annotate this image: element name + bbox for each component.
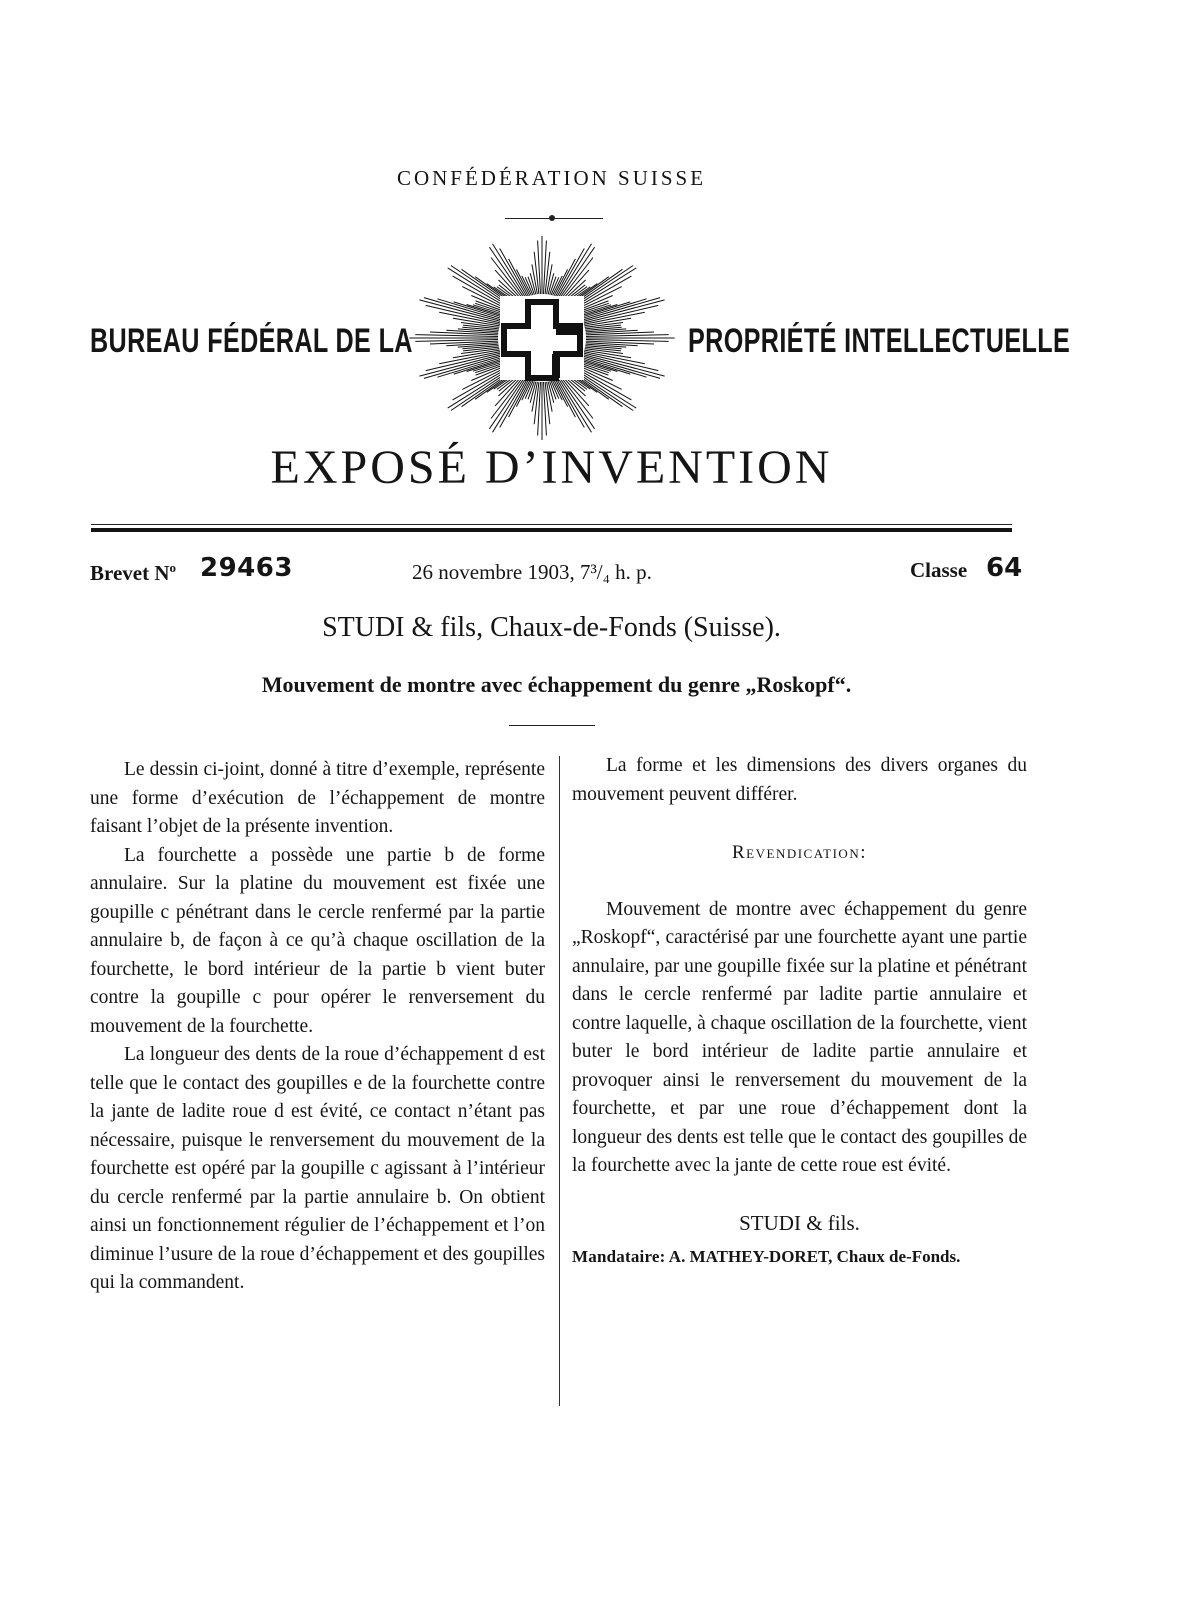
sunburst-ray <box>415 340 498 342</box>
invention-subject: Mouvement de montre avec échappement du genre „Roskopf“. <box>261 672 852 697</box>
right-column <box>572 752 1027 1272</box>
divider-dot <box>549 215 555 221</box>
filing-date: 26 novembre 1903, 7³/₄ h. p. <box>412 560 652 584</box>
column-divider <box>559 756 560 1406</box>
left-column <box>90 756 545 1298</box>
brevet-label: Brevet $N^o$ <box>90 560 176 585</box>
paragraph: La forme et les dimensions des divers organes du mouvement peuvent différer. <box>572 755 1027 805</box>
sunburst-ray <box>561 378 593 419</box>
paragraph: Le dessin ci-joint, donné à titre d’exemple, représente une forme d’exécution de l’échappement de montre faisant l’objet de la présente invention. <box>90 759 545 837</box>
sunburst-ray <box>586 340 669 342</box>
brevet-number: 29463 <box>200 553 293 583</box>
sunburst-ray <box>500 379 527 427</box>
title-rule-thick <box>91 528 1012 532</box>
bureau-left-text: BUREAU FÉDÉRAL DE LA <box>90 322 413 360</box>
confederation-heading: CONFÉDÉRATION SUISSE <box>396 166 707 190</box>
section-divider <box>509 725 595 726</box>
sunburst-ray <box>561 258 593 299</box>
paragraph: La fourchette a possède une partie b de forme annulaire. Sur la platine du mouvement est fixée une goupille c pénétrant dans le cercle renfermé par la partie annulaire b, de façon à ce qu’à chaque oscillation de la fourchette, le bord intérieur de la partie b vient buter contre la goupille c pour opérer le renversement du mouvement de la fourchette. <box>90 844 545 1037</box>
swiss-cross-sunburst-icon <box>404 236 680 446</box>
sunburst-ray <box>586 335 669 337</box>
sunburst-ray <box>415 335 498 337</box>
sunburst-ray <box>557 379 584 427</box>
document-title: EXPOSÉ D’INVENTION <box>270 441 833 494</box>
signature: STUDI & fils. <box>739 1210 860 1235</box>
sunburst-ray <box>491 258 523 299</box>
claim-heading: Revendication: <box>732 842 867 863</box>
sunburst-ray <box>500 249 527 297</box>
title-rule-thin <box>91 524 1012 525</box>
sunburst-ray <box>491 378 523 419</box>
mandataire: Mandataire: A. MATHEY-DORET, Chaux de-Fonds. <box>572 1247 961 1266</box>
classe-number: 64 <box>986 553 1023 583</box>
claim-text: Mouvement de montre avec échappement du genre „Roskopf“, caractérisé par une fourchette ayant une partie annulaire, par une goupille fixée sur la platine et pénétrant dans le cercle renfermé par ladite partie annulaire et contre laquelle, à chaque oscillation de la fourchette, vient buter le bord intérieur de ladite partie annulaire et provoquer ainsi le renversement du mouvement de la fourchette, et par une roue d’échappement dont la longueur des dents est telle que le contact des goupilles de la fourchette avec la jante de cette roue est évité. <box>572 898 1027 1176</box>
classe-label: Classe <box>910 558 968 582</box>
paragraph: La longueur des dents de la roue d’échappement d est telle que le contact des goupilles e de la fourchette contre la jante de ladite roue d est évité, ce contact n’étant pas nécessaire, puisque le renversement du mouvement de la fourchette est opéré par la goupille c agissant à l’intérieur du cercle renfermé par la partie annulaire b. On obtient ainsi un fonctionnement régulier de l’échappement et l’on diminue l’usure de la roue d’échappement et des goupilles qui la commandent. <box>90 1044 545 1293</box>
bureau-right-text: PROPRIÉTÉ INTELLECTUELLE <box>688 322 1071 360</box>
sunburst-ray <box>557 249 584 297</box>
applicant: STUDI & fils, Chaux-de-Fonds (Suisse). <box>322 612 781 643</box>
